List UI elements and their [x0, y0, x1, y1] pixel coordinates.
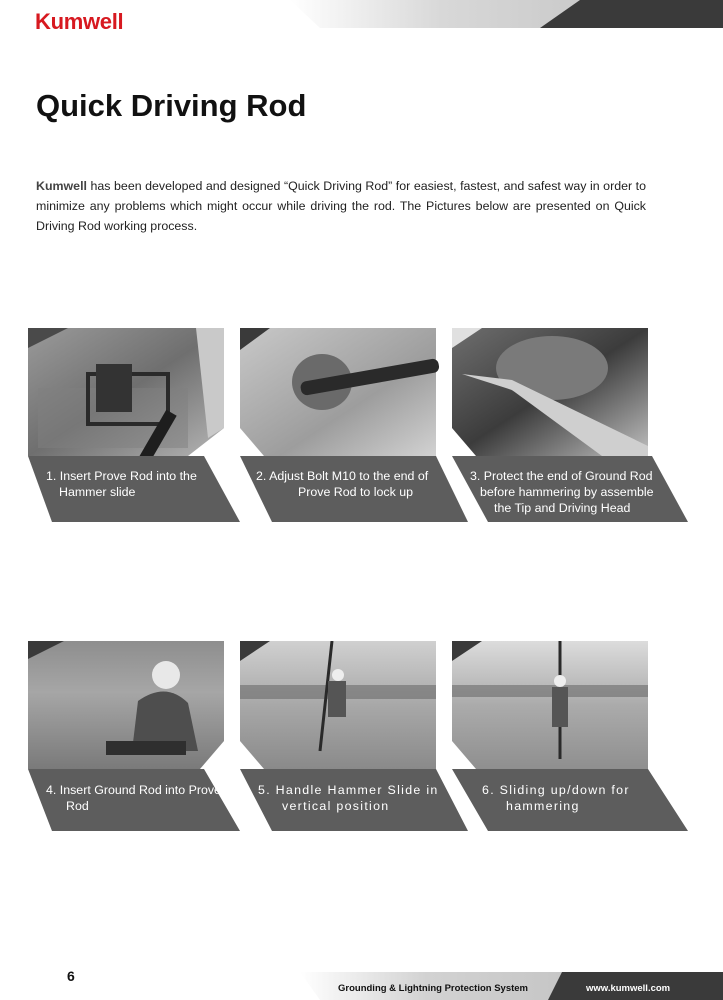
step-1-caption-line2: Hammer slide: [59, 485, 136, 499]
step-6: [452, 641, 688, 831]
step-5-caption-line1: 5. Handle Hammer Slide in: [258, 783, 439, 797]
step-5-caption: [258, 782, 458, 814]
step-3-caption-line1: 3. Protect the end of Ground Rod: [470, 469, 653, 483]
step-4-caption-line1: 4. Insert Ground Rod into Prove: [46, 783, 221, 797]
step-1: [28, 328, 240, 522]
step-3: [452, 328, 688, 522]
step-3-caption: [470, 468, 680, 516]
step-4: [28, 641, 240, 831]
step-6-caption-line1: 6. Sliding up/down for: [482, 783, 630, 797]
step-6-photo: [452, 641, 648, 769]
intro-text: has been developed and designed “Quick Driving Rod” for easiest, fastest, and safest way in order to minimize any problems which might occur while driving the rod. The Pictures below are presented on Quick Driving Rod working process.: [36, 179, 646, 233]
footer-website-link[interactable]: www.kumwell.com: [586, 983, 671, 994]
step-2-caption-line1: 2. Adjust Bolt M10 to the end of: [256, 469, 429, 483]
intro-paragraph: [36, 176, 646, 236]
step-6-caption-line2: hammering: [506, 799, 580, 813]
footer-tagline: Grounding & Lightning Protection System: [338, 983, 528, 994]
step-5-caption-line2: vertical position: [282, 799, 390, 813]
intro-brand: Kumwell: [36, 179, 87, 193]
header-gradient-band: [290, 0, 723, 28]
step-2-caption-line2: Prove Rod to lock up: [298, 485, 414, 499]
step-5: [240, 641, 468, 831]
page-title: Quick Driving Rod: [36, 88, 307, 123]
step-4-caption: [46, 782, 236, 814]
step-1-caption: [46, 468, 226, 500]
step-2-caption: [256, 468, 456, 500]
step-3-caption-line2: before hammering by assemble: [480, 485, 654, 499]
page-number: 6: [67, 968, 75, 984]
step-2: [240, 328, 468, 522]
step-4-caption-line2: Rod: [66, 799, 89, 813]
step-6-caption: [482, 782, 682, 814]
step-3-caption-line3: the Tip and Driving Head: [494, 501, 631, 515]
step-1-caption-line1: 1. Insert Prove Rod into the: [46, 469, 197, 483]
kumwell-logo: Kumwell: [35, 9, 124, 34]
